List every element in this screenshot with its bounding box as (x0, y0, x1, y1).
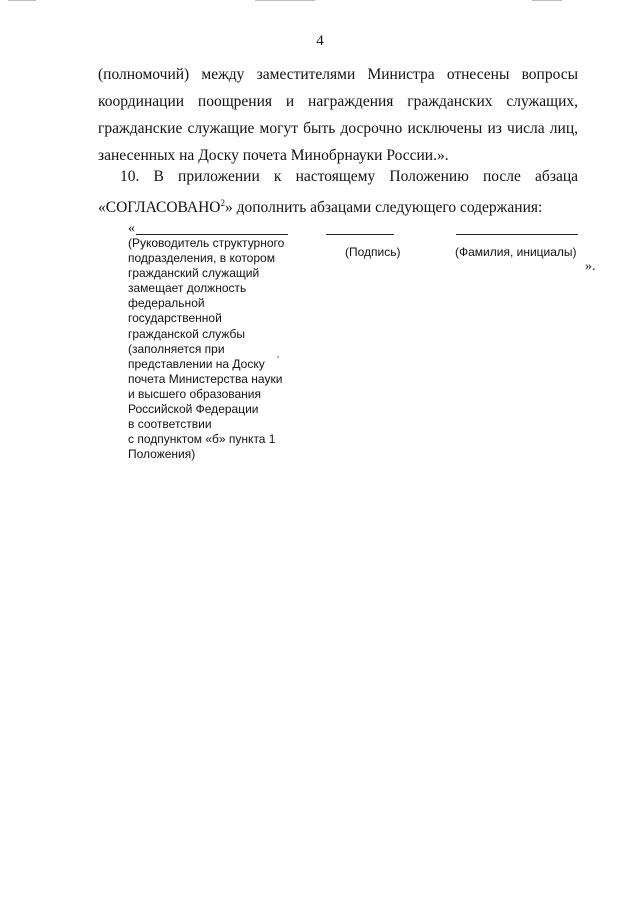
text-line: 10. В приложении к настоящему Положению после абзаца (120, 168, 578, 185)
caption-line: в соответствии (128, 417, 212, 432)
text-line: (полномочий) между заместителями Министра отнесены вопросы (98, 66, 578, 83)
text-line: координации поощрения и награждения гражданских служащих, (98, 93, 578, 110)
position-signature-line (136, 234, 288, 235)
caption-line: (Руководитель структурного (128, 236, 285, 250)
caption-line: федеральной (128, 296, 205, 311)
footnote-mark: 2 (220, 198, 225, 208)
caption-line: замещает должность (128, 281, 247, 296)
caption-line: с подпунктом «б» пункта 1 (128, 432, 276, 447)
position-caption (128, 236, 288, 462)
scan-speck (277, 356, 279, 358)
name-caption: (Фамилия, инициалы) (455, 245, 577, 259)
caption-line: и высшего образования (128, 386, 262, 401)
name-signature-line (456, 234, 578, 235)
close-quote: ». (585, 259, 596, 274)
caption-line: подразделения, в котором (128, 251, 275, 266)
caption-line: государственной (128, 311, 222, 326)
caption-line: (заполняется при (128, 341, 225, 356)
caption-line: Положения) (128, 447, 196, 462)
caption-line: Российской Федерации (128, 402, 259, 417)
caption-line: гражданский служащий (128, 266, 260, 281)
signature-caption: (Подпись) (345, 245, 401, 259)
page-number: 4 (316, 33, 324, 49)
text-line: гражданские служащие могут быть досрочно исключены из числа лиц, (98, 120, 578, 137)
caption-line: почета Министерства науки (128, 371, 283, 386)
text-fragment: » дополнить абзацами следующего содержания: (225, 199, 543, 217)
signature-line (326, 234, 394, 235)
caption-line: гражданской службы (128, 326, 245, 341)
open-quote: « (128, 221, 135, 236)
caption-line: представлении на Доску (128, 356, 265, 371)
text-fragment: «СОГЛАСОВАНО (98, 199, 221, 217)
text-line: занесенных на Доску почета Минобрнауки России.». (98, 147, 449, 164)
